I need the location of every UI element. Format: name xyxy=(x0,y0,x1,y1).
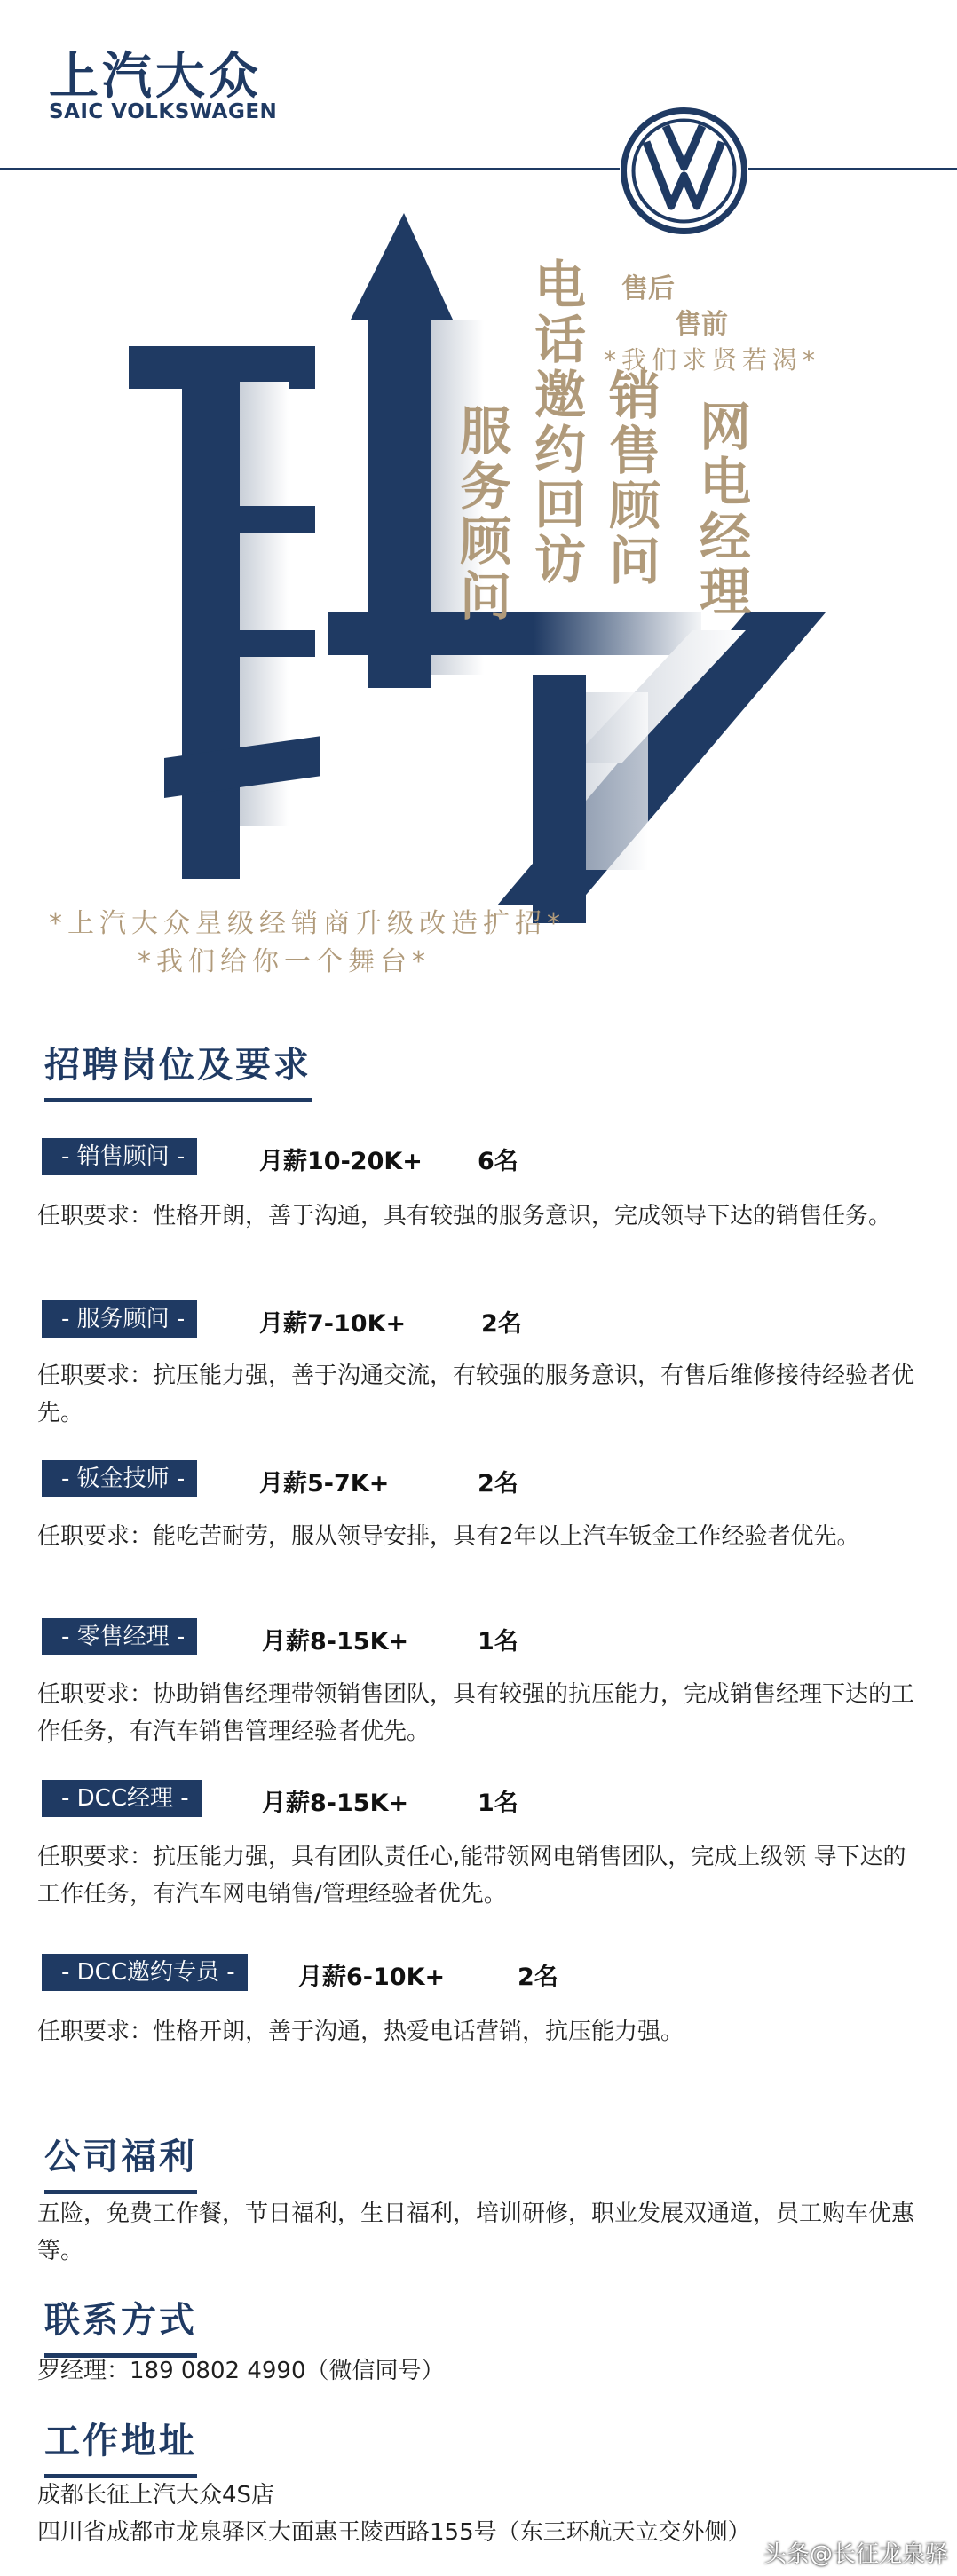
hero-slogan-1: *上汽大众星级经销商升级改造扩招* xyxy=(49,908,566,939)
benefits-text: 五险，免费工作餐，节日福利，生日福利，培训研修，职业发展双通道，员工购车优惠等。 xyxy=(37,2201,915,2264)
job-count: 1名 xyxy=(478,1628,518,1655)
job-requirement: 任职要求：抗压能力强，善于沟通交流，有较强的服务意识，有售后维修接待经验者优先。 xyxy=(37,1363,915,1426)
job-tag: - 服务顾问 - xyxy=(49,1300,197,1338)
brand-name-cn: 上汽大众 xyxy=(49,48,262,106)
jobs-section-title: 招聘岗位及要求 xyxy=(44,1037,312,1102)
hero-label-sales-advisor: 销售顾问 xyxy=(600,368,660,589)
job-requirement: 任职要求：能吃苦耐劳，服从领导安排，具有2年以上汽车钣金工作经验者优先。 xyxy=(37,1523,860,1550)
hero-label-network-manager: 网电经理 xyxy=(691,399,751,620)
job-salary: 月薪8-15K+ xyxy=(262,1628,409,1655)
job-salary: 月薪5-7K+ xyxy=(259,1470,390,1497)
benefits-title: 公司福利 xyxy=(44,2129,197,2194)
job-salary: 月薪8-15K+ xyxy=(262,1790,409,1817)
job-tag: - 钣金技师 - xyxy=(49,1460,197,1497)
contact-text: 罗经理：189 0802 4990（微信同号） xyxy=(37,2358,445,2384)
address-line-2: 四川省成都市龙泉驿区大面惠王陵西路155号（东三环航天立交外侧） xyxy=(37,2519,751,2546)
header-rule-right xyxy=(747,168,957,170)
job-salary: 月薪10-20K+ xyxy=(259,1148,423,1175)
header-rule-left xyxy=(0,168,621,170)
job-requirement: 任职要求：抗压能力强，具有团队责任心,能带领网电销售团队，完成上级领 导下达的工作任务，有汽车网电销售/管理经验者优先。 xyxy=(37,1844,906,1908)
job-requirement: 任职要求：协助销售经理带领销售团队，具有较强的抗压能力，完成销售经理下达的工作任务，有汽车销售管理经验者优先。 xyxy=(37,1681,915,1745)
job-salary: 月薪6-10K+ xyxy=(298,1964,446,1991)
job-count: 1名 xyxy=(478,1790,518,1817)
hero-tagline: *我们求贤若渴* xyxy=(604,345,821,375)
hero-label-phone-invite: 电话邀约回访 xyxy=(526,257,586,588)
job-count: 6名 xyxy=(478,1148,518,1175)
address-line-1: 成都长征上汽大众4S店 xyxy=(37,2482,275,2509)
job-tag: - DCC邀约专员 - xyxy=(49,1954,248,1991)
hero-slogan-2: *我们给你一个舞台* xyxy=(138,946,431,977)
job-requirement: 任职要求：性格开朗，善于沟通，热爱电话营销，抗压能力强。 xyxy=(37,2019,684,2045)
job-count: 2名 xyxy=(481,1310,522,1338)
job-requirement: 任职要求：性格开朗，善于沟通，具有较强的服务意识，完成领导下达的销售任务。 xyxy=(37,1203,892,1229)
job-count: 2名 xyxy=(478,1470,518,1497)
hero-label-pre-sales: 售前 xyxy=(675,309,728,340)
contact-title: 联系方式 xyxy=(44,2292,197,2358)
job-tag: - 销售顾问 - xyxy=(49,1138,197,1175)
job-salary: 月薪7-10K+ xyxy=(259,1310,407,1338)
hero-label-service-advisor: 服务顾问 xyxy=(451,404,511,624)
brand-name-en: SAIC VOLKSWAGEN xyxy=(49,100,278,123)
address-title: 工作地址 xyxy=(44,2413,197,2478)
job-count: 2名 xyxy=(518,1964,558,1991)
job-tag: - DCC经理 - xyxy=(49,1780,202,1817)
hero-label-after-sales: 售后 xyxy=(621,273,675,304)
source-watermark: 头条@长征龙泉驿 xyxy=(763,2541,948,2568)
job-tag: - 零售经理 - xyxy=(49,1618,197,1655)
